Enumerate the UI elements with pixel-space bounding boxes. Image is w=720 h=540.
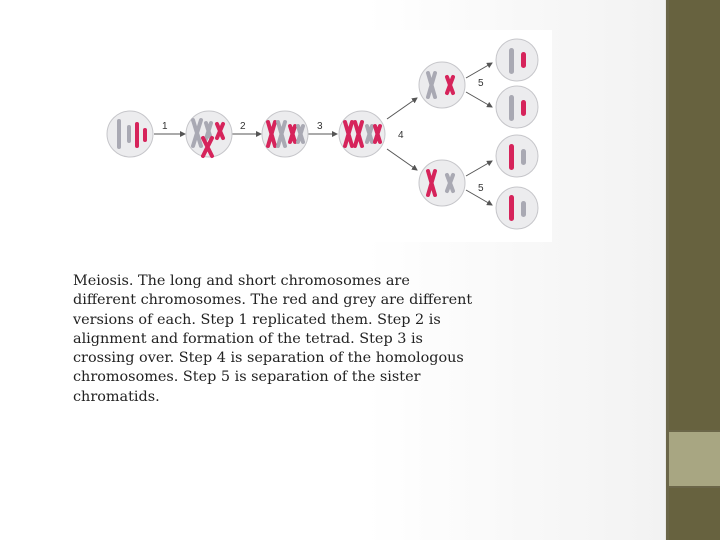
arrow-step-4-up	[387, 98, 417, 119]
crossing-over-cell	[339, 111, 385, 157]
step-label-1: 1	[162, 121, 168, 132]
gamete-cell-3	[496, 135, 538, 177]
sidebar-strip-top	[669, 0, 720, 430]
meiosis-diagram-svg	[97, 30, 552, 242]
replicated-cell	[186, 111, 232, 157]
parent-cell	[107, 111, 153, 157]
slide-caption: Meiosis. The long and short chromosomes are different chromosomes. The red and grey are different versions of each. Step 1 replicated them. Step 2 is alignment and formation of the tetrad. Step 3 is crossing over. Step 4 is separation of the homologous chromosomes. Step 5 is separation of the sister chromatids.	[73, 273, 473, 405]
arrow-step-5c	[466, 161, 492, 176]
arrow-step-5a	[466, 63, 492, 78]
gamete-cell-2	[496, 86, 538, 128]
sidebar-strip-bottom	[669, 488, 720, 540]
step-label-5-top: 5	[478, 78, 484, 89]
daughter-cell-bottom	[419, 160, 465, 206]
daughter-cell-top	[419, 62, 465, 108]
meiosis-diagram	[97, 30, 552, 242]
step-label-4: 4	[398, 130, 404, 141]
arrow-step-4-down	[387, 149, 417, 170]
sidebar-strip-accent	[669, 432, 720, 486]
step-label-3: 3	[317, 121, 323, 132]
gamete-cell-4	[496, 187, 538, 229]
step-label-5-bottom: 5	[478, 183, 484, 194]
arrow-step-5b	[466, 92, 492, 107]
step-label-2: 2	[240, 121, 246, 132]
gamete-cell-1	[496, 39, 538, 81]
tetrad-cell	[262, 111, 308, 157]
